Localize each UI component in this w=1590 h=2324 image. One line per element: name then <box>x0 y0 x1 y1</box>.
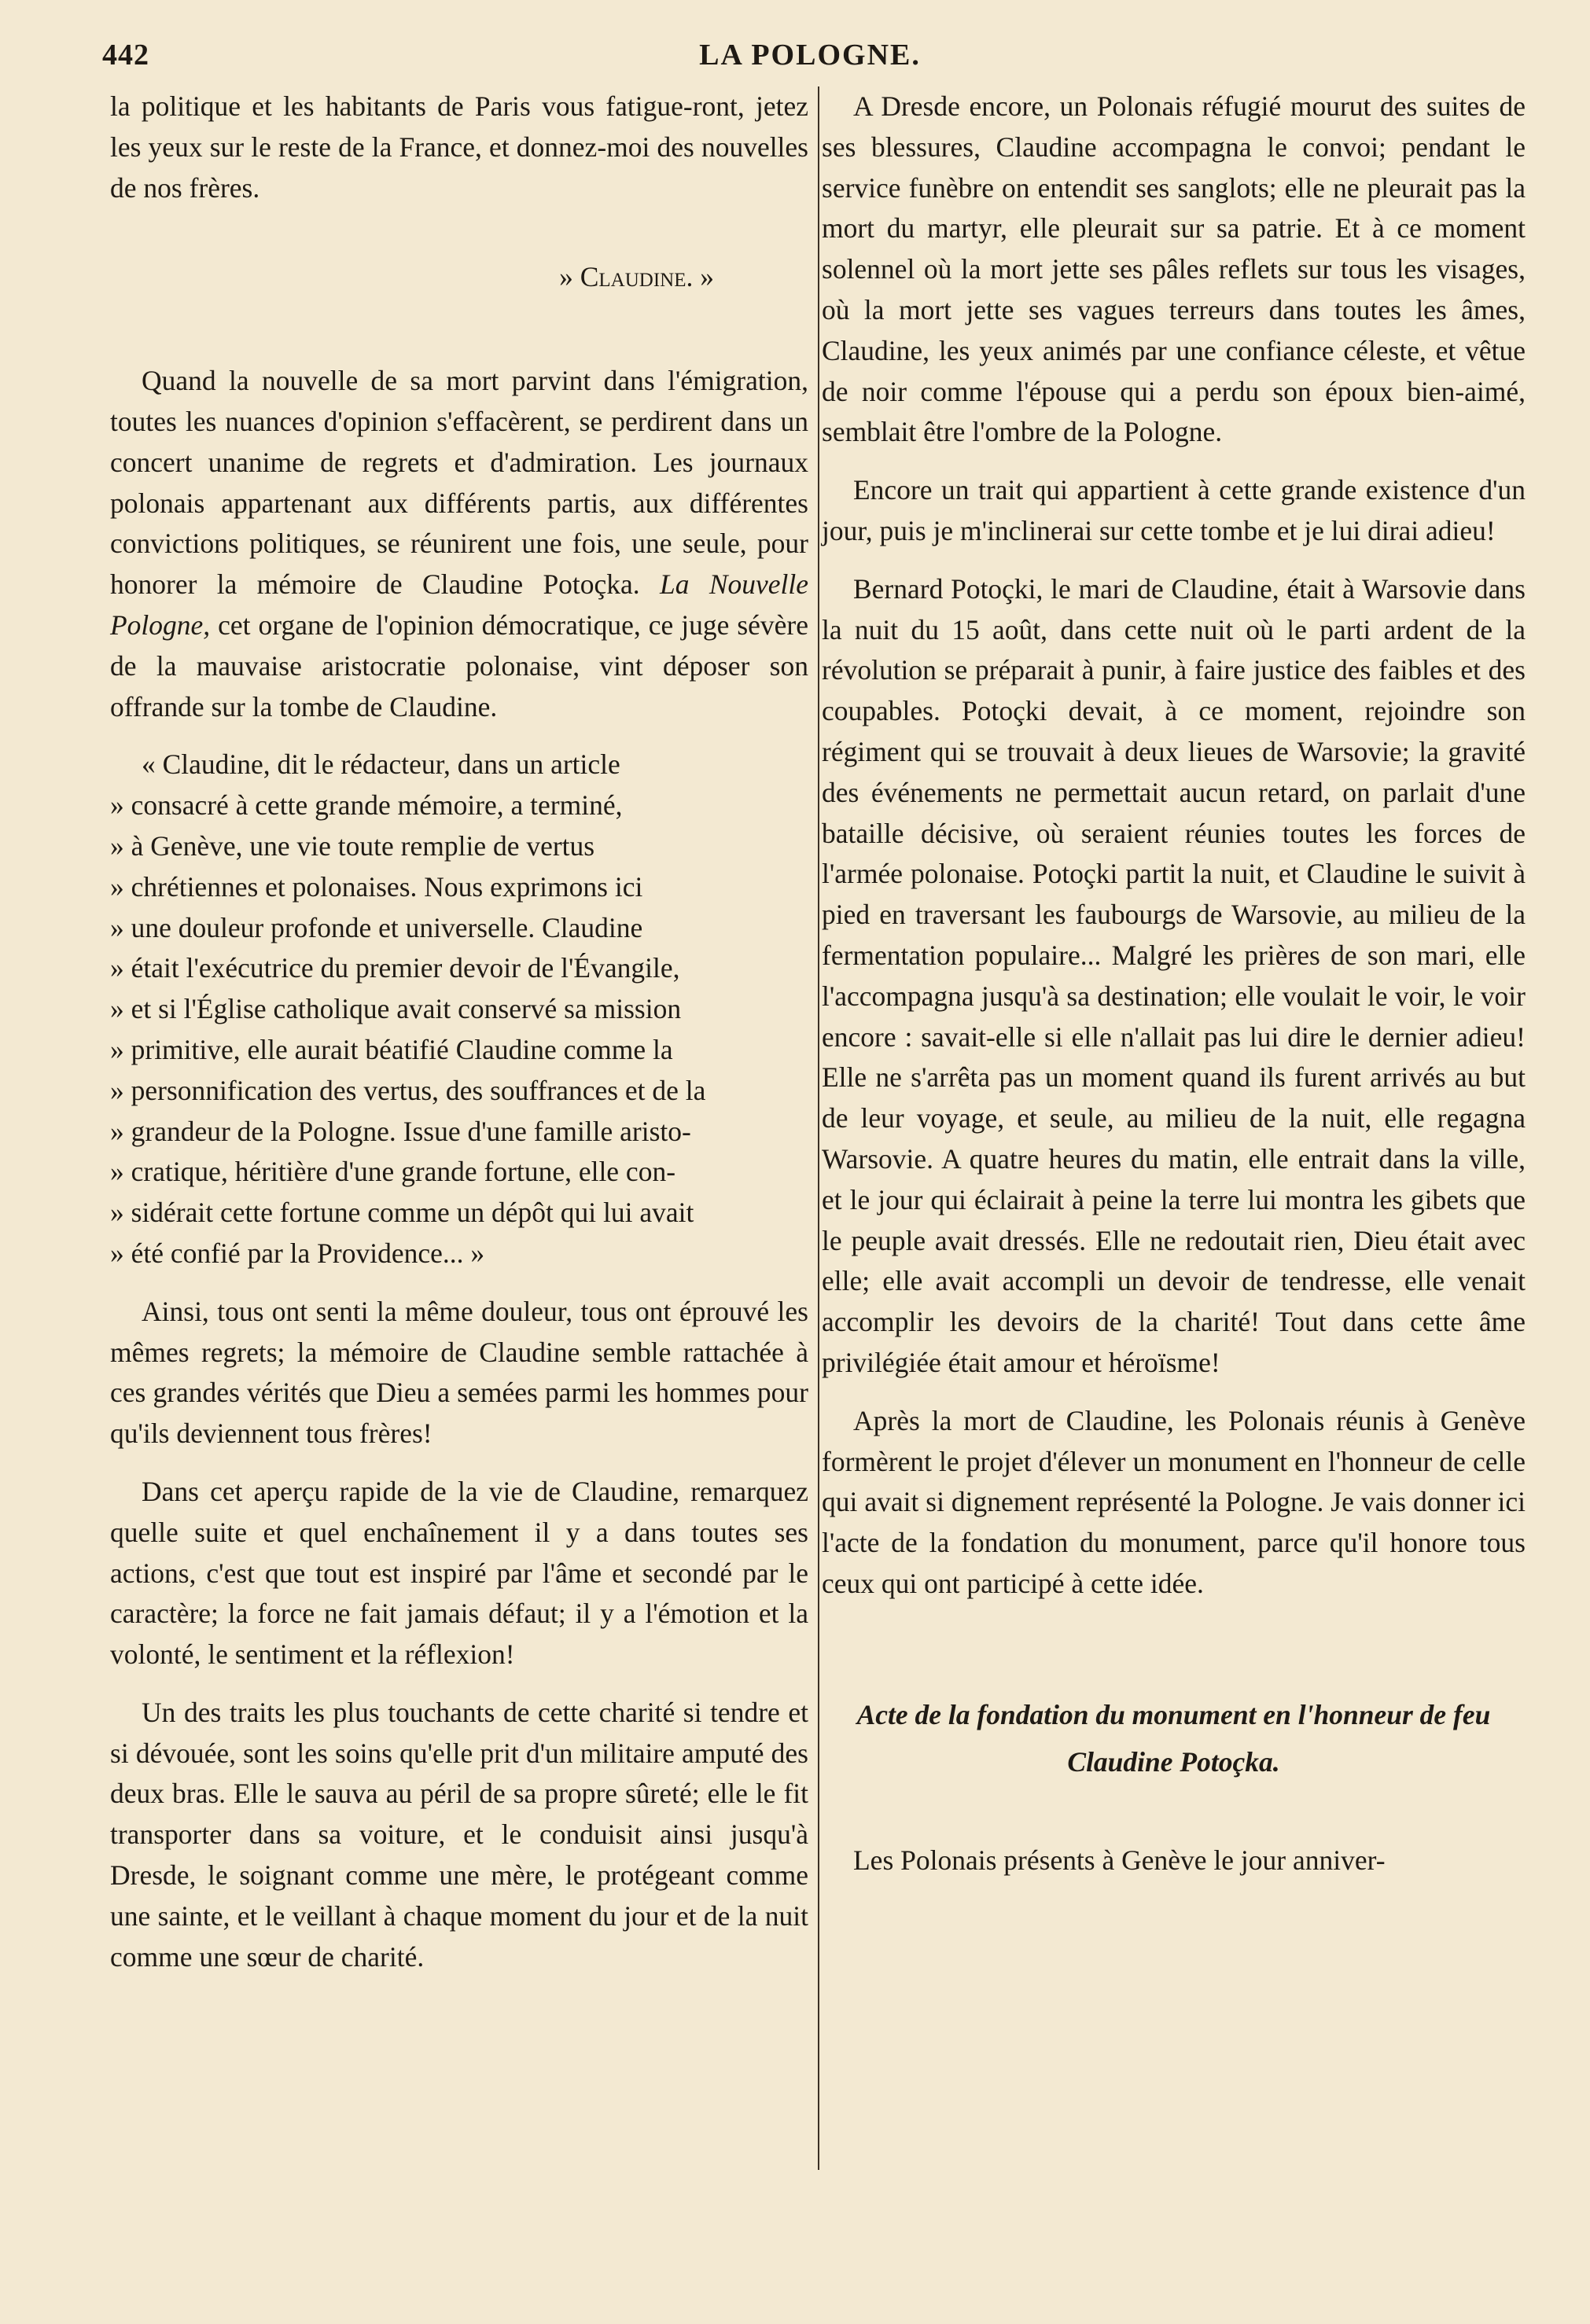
right-paragraph-5: Les Polonais présents à Genève le jour anniver- <box>853 1844 1386 1876</box>
right-paragraph-3: Bernard Potoçki, le mari de Claudine, était à Warsovie dans la nuit du 15 août, dans cette nuit où le parti ardent de la révolution se préparait à punir, à faire justice des faibles et des coupables. Potoçki devait, à ce moment, rejoindre son régiment qui se trouvait à deux lieues de Warsovie; la gravité des événements ne permettait aucun retard, on parlait d'une bataille décisive, où seraient réunies toutes les forces de l'armée polonaise. Potoçki partit la nuit, et Claudine le suivit à pied en traversant les faubourgs de Warsovie, au milieu de la fermentation populaire... Malgré les prières de son mari, elle l'accompagna jusqu'à sa destination; elle voulait le voir, le voir encore : savait-elle si elle n'allait pas lui dire le dernier adieu! Elle ne s'arrêta pas un moment quand ils furent arrivés au but de leur voyage, et seule, au milieu de la nuit, elle regagna Warsovie. A quatre heures du matin, elle entrait dans la ville, et le jour qui éclairait à peine la terre lui montra les gibets que le peuple avait dressés. Elle ne redoutait rien, Dieu était avec elle; elle avait accompli un devoir de tendresse, elle venait accomplir les devoirs de la charité! Tout dans cette âme privilégiée était amour et héroïsme! <box>822 572 1526 1378</box>
left-paragraph-1 <box>110 361 808 727</box>
right-paragraph-1: A Dresde encore, un Polonais réfugié mourut des suites de ses blessures, Claudine accompagna le convoi; pendant le service funèbre on entendit ses sanglots; elle ne pleurait pas la mort du martyr, elle pleurait sur sa patrie. Et à ce moment solennel où la mort jette ses pâles reflets sur tous les visages, où la mort jette ses vagues terreurs dans toutes les âmes, Claudine, les yeux animés par une confiance céleste, et vêtue de noir comme l'épouse qui a perdu son époux bien-aimé, semblait être l'ombre de la Pologne. <box>822 90 1526 448</box>
left-column <box>110 86 808 1995</box>
quote-line: » primitive, elle aurait béatifié Claudine comme la <box>110 1033 673 1065</box>
paragraph-text: cet organe de l'opinion démocratique, ce juge sévère de la mauvaise aristocratie polonaise, vint déposer son offrande sur la tombe de Claudine. <box>110 609 808 723</box>
quote-line: » une douleur profonde et universelle. Claudine <box>110 911 643 943</box>
left-paragraph-2: Ainsi, tous ont senti la même douleur, tous ont éprouvé les mêmes regrets; la mémoire de Claudine semble rattachée à ces grandes vérités que Dieu a semées parmi les hommes pour qu'ils deviennent tous frères! <box>110 1295 808 1450</box>
quote-line: » était l'exécutrice du premier devoir de l'Évangile, <box>110 952 680 984</box>
right-paragraph-4: Après la mort de Claudine, les Polonais réunis à Genève formèrent le projet d'élever un monument en l'honneur de celle qui avait si dignement représenté la Pologne. Je vais donner ici l'acte de la fondation du monument, parce qu'il honore tous ceux qui ont participé à cette idée. <box>822 1404 1526 1599</box>
page-header <box>102 38 1518 85</box>
quote-line: » et si l'Église catholique avait conservé sa mission <box>110 993 682 1025</box>
right-column <box>822 86 1526 1898</box>
running-title: LA POLOGNE. <box>699 39 921 72</box>
act-title: Acte de la fondation du monument en l'honneur de feu Claudine Potoçka. <box>856 1698 1491 1778</box>
right-paragraph-2: Encore un trait qui appartient à cette grande existence d'un jour, puis je m'inclinerai sur cette tombe et je lui dirai adieu! <box>822 474 1526 546</box>
quote-line: » consacré à cette grande mémoire, a terminé, <box>110 789 623 822</box>
quote-line: » sidérait cette fortune comme un dépôt qui lui avait <box>110 1197 694 1229</box>
quote-line: » personnification des vertus, des souffrances et de la <box>110 1074 706 1106</box>
signature: » Claudine. » <box>559 261 714 293</box>
column-divider <box>818 86 819 2170</box>
page-number: 442 <box>102 39 149 72</box>
quote-line: » grandeur de la Pologne. Issue d'une famille aristo- <box>110 1115 691 1147</box>
paragraph-text: Quand la nouvelle de sa mort parvint dans l'émigration, toutes les nuances d'opinion s'effacèrent, se perdirent dans un concert unanime de regrets et d'admiration. Les journaux polonais appartenant aux différents partis, aux différentes convictions politiques, se réunirent une fois, une seule, pour honorer la mémoire de Claudine Potoçka. <box>110 365 808 601</box>
left-paragraph-intro: la politique et les habitants de Paris vous fatigue-ront, jetez les yeux sur le reste de la France, et donnez-moi des nouvelles de nos frères. <box>110 90 808 204</box>
quote-line: » cratique, héritière d'une grande fortune, elle con- <box>110 1156 676 1188</box>
quote-line: » chrétiennes et polonaises. Nous exprimons ici <box>110 870 643 903</box>
quote-line: » à Genève, une vie toute remplie de vertus <box>110 829 595 862</box>
left-paragraph-3: Dans cet aperçu rapide de la vie de Claudine, remarquez quelle suite et quel enchaînement il y a dans toutes ses actions, c'est que tout est inspiré par l'âme et secondé par le caractère; la force ne fait jamais défaut; il y a l'émotion et la volonté, le sentiment et la réflexion! <box>110 1475 808 1671</box>
quote-line: » été confié par la Providence... » <box>110 1237 485 1269</box>
quote-line: « Claudine, dit le rédacteur, dans un article <box>142 748 620 781</box>
newspaper-quote <box>110 745 808 1274</box>
newspaper-title: La Nouvelle Pologne, <box>110 568 808 641</box>
left-paragraph-4: Un des traits les plus touchants de cette charité si tendre et si dévouée, sont les soins qu'elle prit d'un militaire amputé des deux bras. Elle le sauva au péril de sa propre sûreté; elle le fit transporter dans sa voiture, et le conduisit ainsi jusqu'à Dresde, le soignant comme une mère, le protégeant comme une sainte, et le veillant à chaque moment du jour et de la nuit comme une sœur de charité. <box>110 1696 808 1973</box>
